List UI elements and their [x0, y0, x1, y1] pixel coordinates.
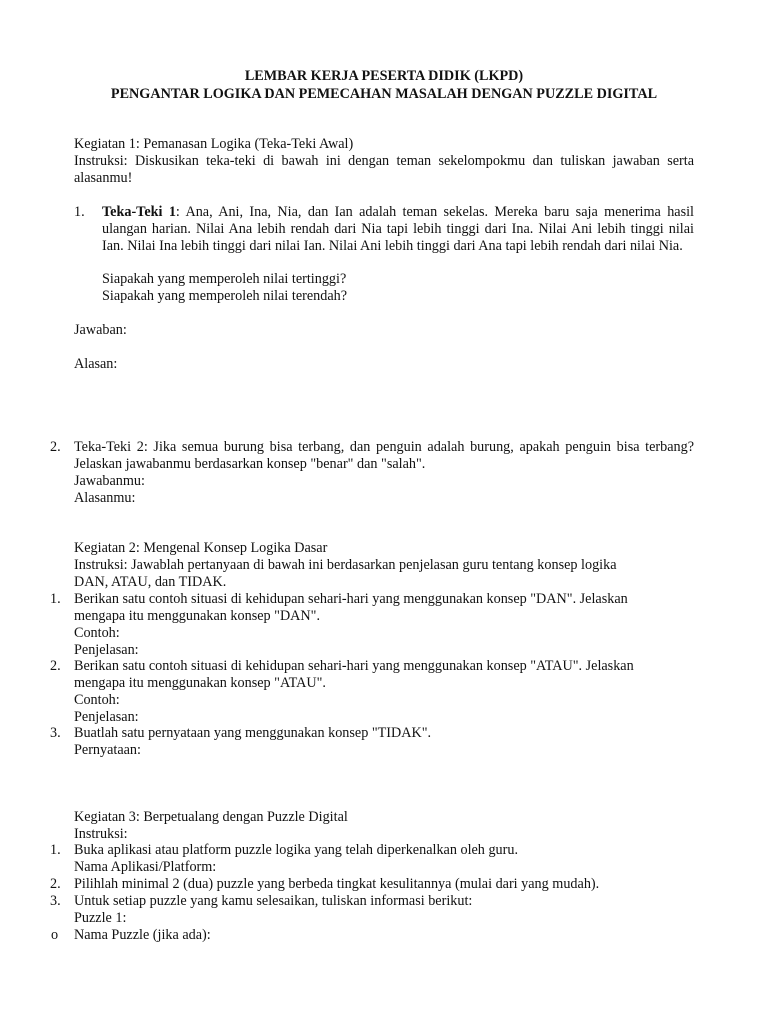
- k1-item2-text: Teka-Teki 2: Jika semua burung bisa terbang, dan penguin adalah burung, apakah penguin bisa terbang? Jelaskan jawabanmu berdasarkan konsep "benar" dan "salah".: [74, 439, 694, 472]
- k3-item2-number: 2.: [50, 876, 61, 892]
- k2-item1-penjelasan: Penjelasan:: [74, 642, 139, 658]
- k3-item2-text: Pilihlah minimal 2 (dua) puzzle yang berbeda tingkat kesulitannya (mulai dari yang mudah).: [74, 876, 600, 892]
- kegiatan2-heading: Kegiatan 2: Mengenal Konsep Logika Dasar: [74, 540, 328, 556]
- kegiatan3-instruction: Instruksi:: [74, 826, 128, 842]
- k2-item1-contoh: Contoh:: [74, 625, 120, 641]
- k3-bullet-marker: o: [51, 927, 59, 943]
- k3-item3-number: 3.: [50, 893, 61, 909]
- k2-item2-line2: mengapa itu menggunakan konsep "ATAU".: [74, 675, 326, 691]
- k3-bullet-text: Nama Puzzle (jika ada):: [74, 927, 211, 943]
- kegiatan2-instruction-line2: DAN, ATAU, dan TIDAK.: [74, 574, 227, 590]
- k2-item3-number: 3.: [50, 725, 61, 741]
- k3-item3-text: Untuk setiap puzzle yang kamu selesaikan, tuliskan informasi berikut:: [74, 893, 473, 909]
- k2-item3-pernyataan: Pernyataan:: [74, 742, 141, 758]
- k2-item1-line1: Berikan satu contoh situasi di kehidupan sehari-hari yang menggunakan konsep "DAN". Jelaskan: [74, 591, 628, 607]
- kegiatan1-instruction: Instruksi: Diskusikan teka-teki di bawah ini dengan teman sekelompokmu dan tuliskan jawaban serta alasanmu!: [74, 153, 694, 186]
- k2-item2-contoh: Contoh:: [74, 692, 120, 708]
- kegiatan1-heading: Kegiatan 1: Pemanasan Logika (Teka-Teki Awal): [74, 136, 354, 152]
- k2-item1-number: 1.: [50, 591, 61, 607]
- k3-item3-sub: Puzzle 1:: [74, 910, 127, 926]
- kegiatan2-instruction-line1: Instruksi: Jawablah pertanyaan di bawah ini berdasarkan penjelasan guru tentang konsep logika: [74, 557, 617, 573]
- k1-item2-number: 2.: [50, 439, 61, 455]
- document-subtitle: PENGANTAR LOGIKA DAN PEMECAHAN MASALAH DENGAN PUZZLE DIGITAL: [110, 86, 658, 102]
- k2-item2-number: 2.: [50, 658, 61, 674]
- k1-item1-bold-label: Teka-Teki 1: [102, 204, 176, 220]
- k1-item2-reason-label: Alasanmu:: [74, 490, 136, 506]
- k3-item1-number: 1.: [50, 842, 61, 858]
- k1-item2-answer-label: Jawabanmu:: [74, 473, 145, 489]
- k3-item1-text: Buka aplikasi atau platform puzzle logika yang telah diperkenalkan oleh guru.: [74, 842, 518, 858]
- k1-item1-question2: Siapakah yang memperoleh nilai terendah?: [102, 288, 348, 304]
- kegiatan3-heading: Kegiatan 3: Berpetualang dengan Puzzle Digital: [74, 809, 348, 825]
- k3-item1-sub: Nama Aplikasi/Platform:: [74, 859, 217, 875]
- k1-item1-body: : Ana, Ani, Ina, Nia, dan Ian adalah teman sekelas. Mereka baru saja menerima hasil ulangan harian. Nilai Ana lebih rendah dari Nia tapi lebih tinggi dari Ina. Nilai Ani lebih tinggi nilai Ian. Nilai Ina lebih tinggi dari nilai Ian. Nilai Ani lebih tinggi dari Ana tapi lebih rendah dari nilai Nia.: [102, 204, 694, 254]
- k1-answer-label: Jawaban:: [74, 322, 127, 338]
- k2-item3-line1: Buatlah satu pernyataan yang menggunakan konsep "TIDAK".: [74, 725, 432, 741]
- k2-item2-line1: Berikan satu contoh situasi di kehidupan sehari-hari yang menggunakan konsep "ATAU". Jelaskan: [74, 658, 634, 674]
- k1-reason-label: Alasan:: [74, 356, 118, 372]
- k1-item1-text: [102, 204, 694, 255]
- document-title: LEMBAR KERJA PESERTA DIDIK (LKPD): [244, 68, 524, 84]
- k1-item1-question1: Siapakah yang memperoleh nilai tertinggi?: [102, 271, 347, 287]
- k2-item2-penjelasan: Penjelasan:: [74, 709, 139, 725]
- k1-item1-number: 1.: [74, 204, 85, 220]
- k2-item1-line2: mengapa itu menggunakan konsep "DAN".: [74, 608, 321, 624]
